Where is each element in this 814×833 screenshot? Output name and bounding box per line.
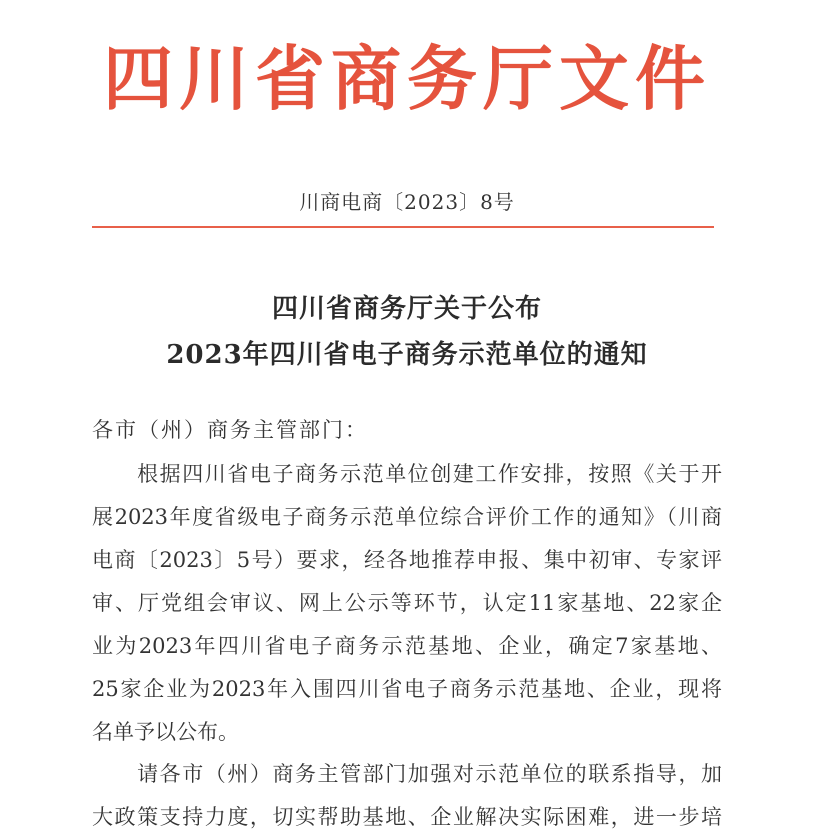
document-header-title: 四川省商务厅文件 [103,38,711,120]
notice-title-line-2: 2023年四川省电子商务示范单位的通知 [166,340,648,370]
paragraph-line: 大政策支持力度，切实帮助基地、企业解决实际困难，进一步培 [92,805,722,829]
paragraph-line: 25家企业为2023年入围四川省电子商务示范基地、企业，现将 [92,677,722,701]
paragraph-line: 审、厅党组会审议、网上公示等环节，认定11家基地、22家企 [92,591,722,615]
paragraph-line: 业为2023年四川省电子商务示范基地、企业，确定7家基地、 [92,634,722,658]
document-number: 川商电商〔2023〕8号 [299,190,515,214]
paragraph-line: 电商〔2023〕5号）要求，经各地推荐申报、集中初审、专家评 [92,548,722,572]
red-divider-line [92,226,714,228]
salutation: 各市（州）商务主管部门： [92,418,368,442]
notice-title-line-1: 四川省商务厅关于公布 [271,294,542,324]
paragraph-line: 请各市（州）商务主管部门加强对示范单位的联系指导，加 [92,762,722,786]
paragraph-line: 展2023年度省级电子商务示范单位综合评价工作的通知》（川商 [92,505,722,529]
paragraph-line: 根据四川省电子商务示范单位创建工作安排，按照《关于开 [92,462,722,486]
paragraph-line: 名单予以公布。 [92,720,239,744]
